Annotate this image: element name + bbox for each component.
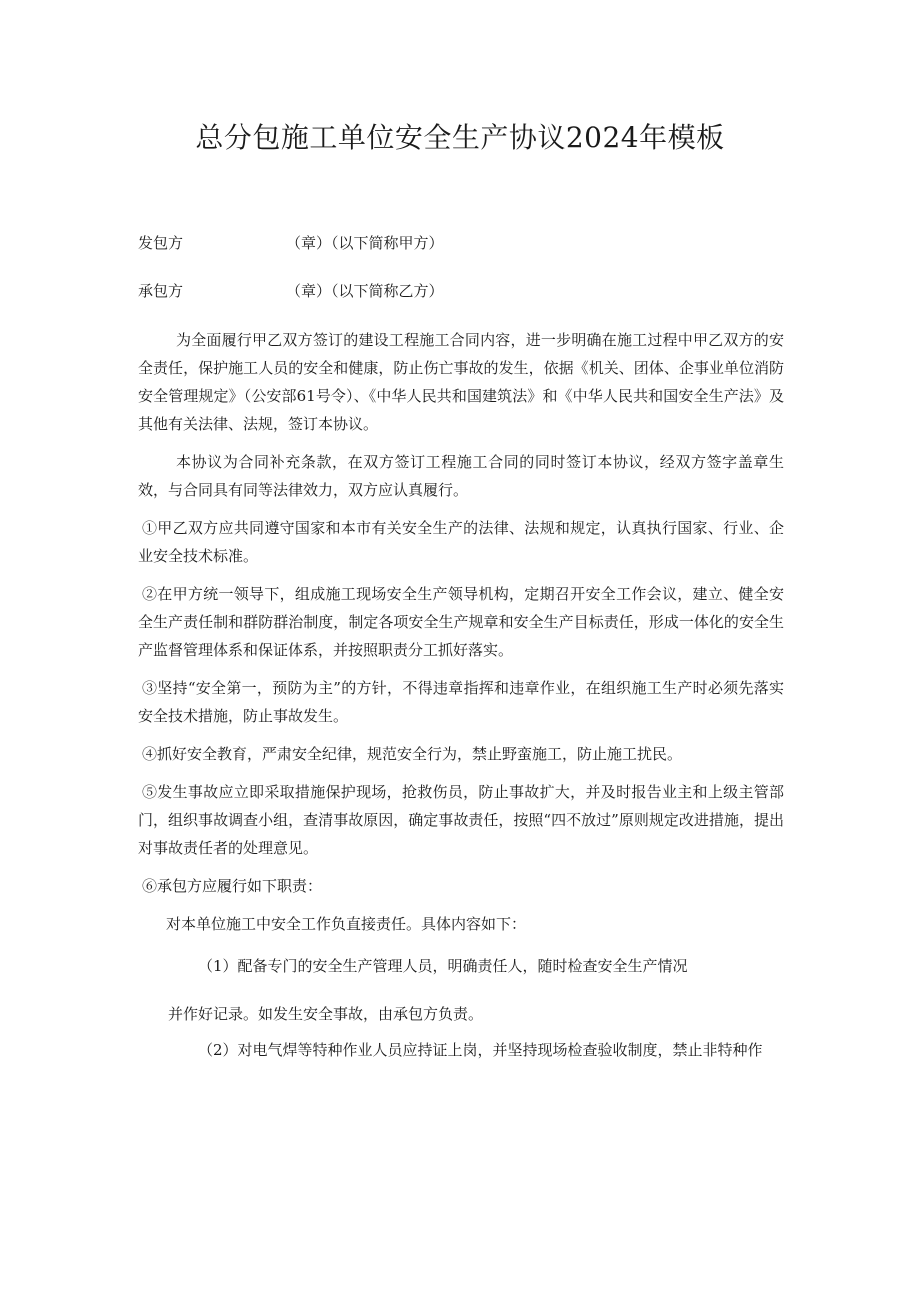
clause-6: ⑥承包方应履行如下职责： <box>142 877 323 895</box>
paragraph-basis: 为全面履行甲乙双方签订的建设工程施工合同内容，进一步明确在施工过程中甲乙双方的安全责任，保护施工人员的安全和健康，防止伤亡事故的发生，依据《机关、团体、企事业单位消防安全管理规定》（公安部61号令）、《中华人民共和国建筑法》和《中华人民共和国安全生产法》及其他有关法律、法规，签订本协议。 <box>138 331 784 433</box>
clause-1: ①甲乙双方应共同遵守国家和本市有关安全生产的法律、法规和规定，认真执行国家、行业、企业安全技术标准。 <box>138 519 784 565</box>
clause-2: ②在甲方统一领导下，组成施工现场安全生产领导机构，定期召开安全工作会议，建立、健全安全生产责任制和群防群治制度，制定各项安全生产规章和安全生产目标责任，形成一体化的安全生产监督管理体系和保证体系，并按照职责分工抓好落实。 <box>138 585 784 659</box>
party-note: （章）（以下简称乙方） <box>286 282 444 300</box>
clause-5: ⑤发生事故应立即采取措施保护现场，抢救伤员，防止事故扩大，并及时报告业主和上级主管部门，组织事故调查小组，查清事故原因，确定事故责任，按照“四不放过”原则规定改进措施，提出对事故责任者的处理意见。 <box>138 783 784 857</box>
paragraph-supplement: 本协议为合同补充条款，在双方签订工程施工合同的同时签订本协议，经双方签字盖章生效，与合同具有同等法律效力，双方应认真履行。 <box>138 453 784 499</box>
sub-item-1-continued: 并作好记录。如发生安全事故，由承包方负责。 <box>168 1005 484 1023</box>
document-body <box>138 326 784 1074</box>
sub-item-1: （1）配备专门的安全生产管理人员，明确责任人，随时检查安全生产情况 <box>198 957 688 975</box>
party-label: 发包方 <box>138 234 184 252</box>
clause-4: ④抓好安全教育，严肃安全纪律，规范安全行为，禁止野蛮施工，防止施工扰民。 <box>142 745 683 763</box>
party-label: 承包方 <box>138 282 184 300</box>
document-title: 总分包施工单位安全生产协议2024年模板 <box>195 121 725 154</box>
party-row-employer <box>138 232 444 254</box>
paragraph-duty-intro: 对本单位施工中安全工作负直接责任。具体内容如下： <box>166 915 527 933</box>
clause-3: ③坚持“安全第一，预防为主”的方针，不得违章指挥和违章作业，在组织施工生产时必须先落实安全技术措施，防止事故发生。 <box>138 679 784 725</box>
party-note: （章）（以下简称甲方） <box>286 234 444 252</box>
sub-item-2: （2）对电气焊等特种作业人员应持证上岗，并坚持现场检查验收制度，禁止非特种作 <box>198 1041 763 1059</box>
party-row-contractor <box>138 280 444 302</box>
